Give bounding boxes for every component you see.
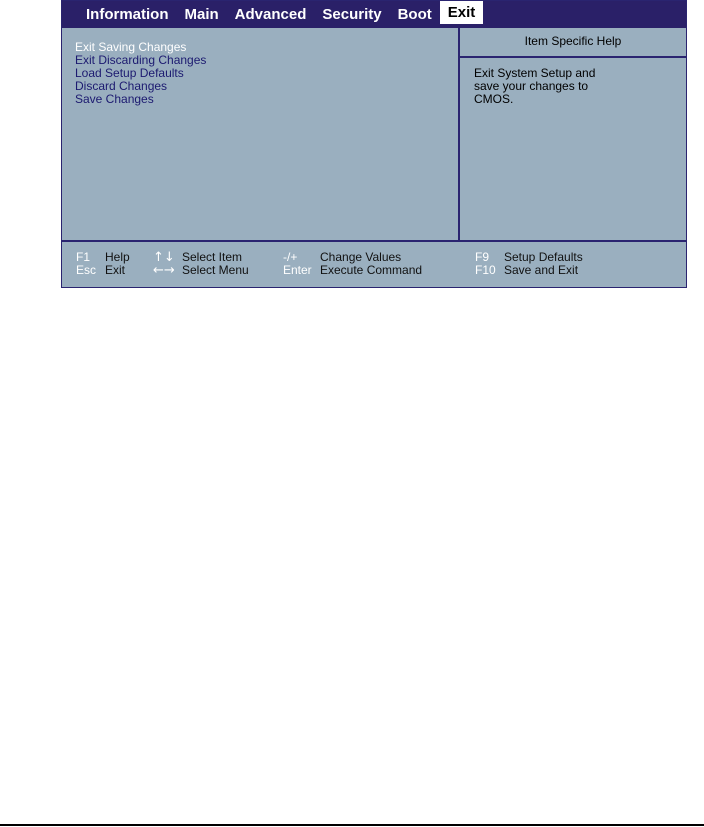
key-legend-footer (62, 240, 686, 287)
left-right-arrow-icon: ←→ (153, 263, 175, 278)
page-bottom-rule (0, 824, 704, 826)
tab-exit[interactable]: Exit (440, 1, 484, 24)
up-down-arrow-icon: ↑↓ (153, 250, 175, 265)
item-specific-help-pane (460, 28, 686, 240)
f9-key: F9 (475, 250, 490, 264)
option-save-changes[interactable]: Save Changes (75, 92, 154, 106)
tab-information[interactable]: Information (86, 6, 169, 23)
option-exit-saving-changes[interactable]: Exit Saving Changes (75, 40, 187, 54)
tab-main[interactable]: Main (184, 6, 219, 23)
esc-key: Esc (76, 263, 97, 277)
select-menu-label: Select Menu (182, 263, 249, 277)
tab-boot[interactable]: Boot (397, 6, 432, 23)
enter-key: Enter (283, 263, 312, 277)
tab-security[interactable]: Security (322, 6, 382, 23)
f1-help-label: Help (105, 250, 130, 264)
esc-exit-label: Exit (105, 263, 126, 277)
menu-bar (62, 1, 686, 28)
setup-defaults-label: Setup Defaults (504, 250, 583, 264)
help-text-line: Exit System Setup and (474, 66, 596, 80)
f1-key: F1 (76, 250, 91, 264)
help-text-line: CMOS. (474, 92, 514, 106)
execute-command-label: Execute Command (320, 263, 423, 277)
option-load-setup-defaults[interactable]: Load Setup Defaults (75, 66, 184, 80)
help-title: Item Specific Help (460, 28, 686, 58)
save-and-exit-label: Save and Exit (504, 263, 579, 277)
exit-options-pane (62, 28, 460, 240)
help-text-line: save your changes to (474, 79, 589, 93)
f10-key: F10 (475, 263, 496, 277)
option-exit-discarding-changes[interactable]: Exit Discarding Changes (75, 53, 207, 67)
minus-plus-key: -/+ (283, 250, 298, 264)
select-item-label: Select Item (182, 250, 243, 264)
bios-setup-window (61, 0, 687, 288)
change-values-label: Change Values (320, 250, 402, 264)
tab-advanced[interactable]: Advanced (234, 6, 307, 23)
option-discard-changes[interactable]: Discard Changes (75, 79, 168, 93)
